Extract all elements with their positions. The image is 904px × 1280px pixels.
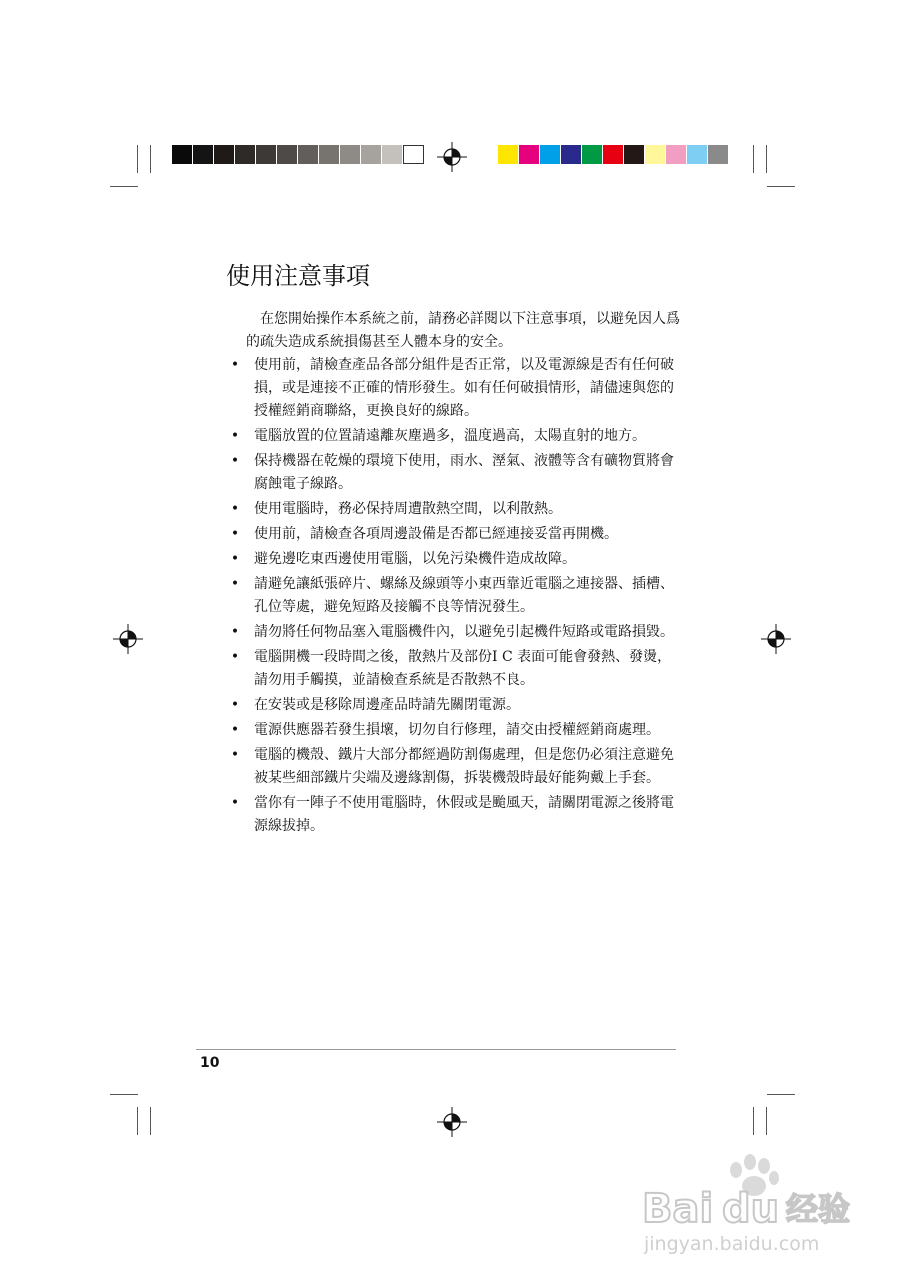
notice-item [230,744,682,790]
registration-mark-icon [437,142,467,172]
notice-text: 使用電腦時，務必保持周遭散熱空間，以利散熱。 [254,501,562,517]
watermark-url: jingyan.baidu.com [644,1233,820,1255]
crop-mark [766,1107,767,1135]
color-swatch [319,145,340,164]
crop-mark [753,1107,754,1135]
color-swatch [193,145,214,164]
bullet-icon: • [230,649,240,665]
color-swatch [645,145,666,164]
color-swatch [666,145,687,164]
notice-list [230,354,682,840]
notice-text: 當你有一陣子不使用電腦時，休假或是颱風天，請關閉電源之後將電源線拔掉。 [254,795,674,834]
page-number: 10 [200,1055,220,1071]
color-swatch [582,145,603,164]
bullet-icon: • [230,795,240,811]
notice-item [230,646,682,692]
color-swatch [708,145,729,164]
bullet-icon: • [230,453,240,469]
bullet-icon: • [230,526,240,542]
crop-mark [150,1107,151,1135]
notice-text: 電腦開機一段時間之後，散熱片及部份I C 表面可能會發熱、發燙，請勿用手觸摸，並請檢查系統是否散熱不良。 [254,649,672,688]
watermark-brand-right: du [722,1186,780,1232]
color-swatch [298,145,319,164]
crop-mark [137,1107,138,1135]
crop-mark [766,145,767,173]
color-calibration-bar [498,145,729,164]
notice-item [230,450,682,496]
notice-text: 避免邊吃東西邊使用電腦，以免污染機件造成故障。 [254,551,576,567]
color-swatch [403,145,424,164]
color-swatch [277,145,298,164]
bullet-icon: • [230,357,240,373]
color-swatch [214,145,235,164]
notice-item [230,498,682,521]
notice-text: 請避免讓紙張碎片、螺絲及線頭等小東西靠近電腦之連接器、插槽、孔位等處，避免短路及接觸不良等情況發生。 [254,576,674,615]
notice-text: 電源供應器若發生損壞，切勿自行修理，請交由授權經銷商處理。 [254,722,660,738]
crop-mark [767,1094,795,1095]
registration-mark-icon [761,624,791,654]
crop-mark [150,145,151,173]
notice-item [230,621,682,644]
color-swatch [340,145,361,164]
intro-paragraph: 在您開始操作本系統之前，請務必詳閱以下注意事項，以避免因人爲的疏失造成系統損傷甚至人體本身的安全。 [246,311,680,350]
color-swatch [603,145,624,164]
registration-mark-icon [113,624,143,654]
color-swatch [361,145,382,164]
page-title: 使用注意事項 [226,262,370,290]
color-swatch [498,145,519,164]
grayscale-calibration-bar [172,145,424,164]
color-swatch [172,145,193,164]
crop-mark [110,1094,138,1095]
notice-text: 電腦的機殼、鐵片大部分都經過防割傷處理，但是您仍必須注意避免被某些細部鐵片尖端及邊緣割傷，拆裝機殼時最好能夠戴上手套。 [254,747,674,786]
color-swatch [382,145,403,164]
color-swatch [519,145,540,164]
footer-divider [196,1049,676,1050]
color-swatch [235,145,256,164]
notice-text: 請勿將任何物品塞入電腦機件內，以避免引起機件短路或電路損毀。 [254,624,674,640]
notice-item [230,548,682,571]
crop-mark [110,186,138,187]
registration-mark-icon [437,1107,467,1137]
bullet-icon: • [230,722,240,738]
bullet-icon: • [230,697,240,713]
crop-mark [753,145,754,173]
crop-mark [767,186,795,187]
bullet-icon: • [230,428,240,444]
color-swatch [256,145,277,164]
bullet-icon: • [230,551,240,567]
notice-text: 電腦放置的位置請遠離灰塵過多，溫度過高，太陽直射的地方。 [254,428,646,444]
color-swatch [624,145,645,164]
watermark-brand-cn: 经验 [786,1190,851,1228]
notice-text: 保持機器在乾燥的環境下使用，雨水、溼氣、液體等含有礦物質將會腐蝕電子線路。 [254,453,674,492]
bullet-icon: • [230,747,240,763]
baidu-jingyan-watermark [640,1150,880,1260]
notice-item [230,719,682,742]
color-swatch [561,145,582,164]
bullet-icon: • [230,501,240,517]
bullet-icon: • [230,576,240,592]
notice-item [230,425,682,448]
notice-text: 在安裝或是移除周邊產品時請先關閉電源。 [254,697,520,713]
watermark-brand-left: Bai [642,1186,714,1232]
notice-item [230,573,682,619]
bullet-icon: • [230,624,240,640]
notice-item [230,523,682,546]
color-swatch [540,145,561,164]
notice-item [230,694,682,717]
color-swatch [687,145,708,164]
notice-item [230,354,682,423]
crop-mark [137,145,138,173]
notice-text: 使用前，請檢查各項周邊設備是否都已經連接妥當再開機。 [254,526,618,542]
notice-item [230,792,682,838]
notice-text: 使用前，請檢查產品各部分組件是否正常，以及電源線是否有任何破損，或是連接不正確的情形發生。如有任何破損情形，請儘速與您的授權經銷商聯絡，更換良好的線路。 [254,357,674,419]
